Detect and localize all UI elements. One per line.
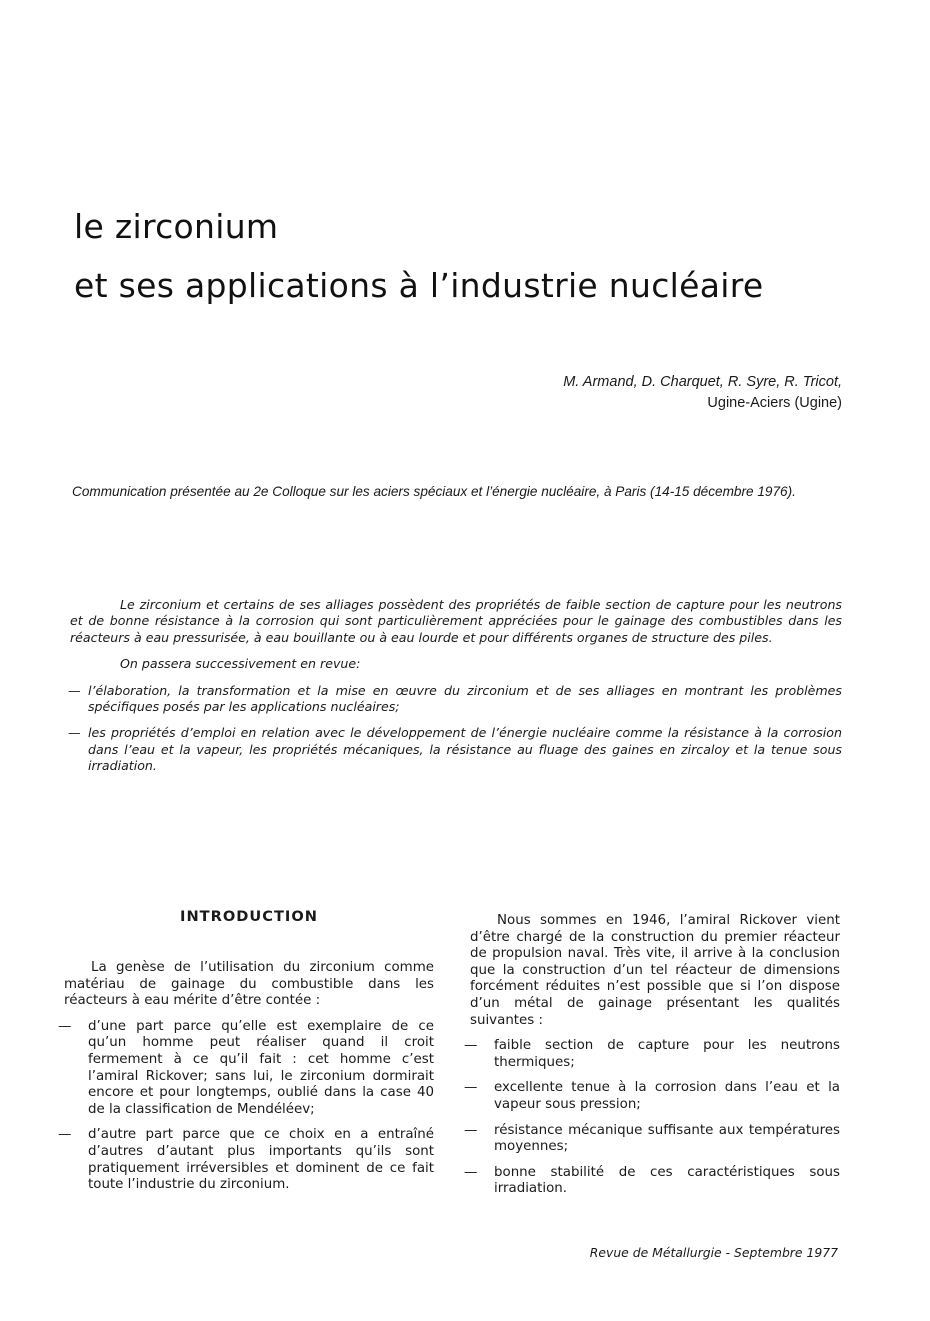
author-block <box>563 372 842 414</box>
introduction-heading: INTRODUCTION <box>180 908 318 925</box>
title-line-2: et ses applications à l’industrie nucléaire <box>74 266 764 305</box>
abstract-item <box>70 683 842 716</box>
right-item <box>464 1122 840 1156</box>
intro-item-text: d’autre part parce que ce choix en a entraîné d’autres d’autant plus importants qu’ils sont pratiquement irréversibles et dominent de ce fait toute l’industrie du zirconium. <box>88 1127 434 1193</box>
title-line-1: le zirconium <box>74 207 279 246</box>
right-item <box>464 1080 840 1113</box>
journal-footer: Revue de Métallurgie - Septembre 1977 <box>589 1245 838 1260</box>
communication-note: Communication présentée au 2e Colloque sur les aciers spéciaux et l’énergie nucléaire, à Paris (14-15 décembre 1976). <box>72 484 796 499</box>
dash-marker: — <box>464 1164 478 1180</box>
right-item-text: résistance mécanique suffisante aux températures moyennes; <box>494 1122 840 1155</box>
right-column <box>464 913 840 1198</box>
author-names: M. Armand, D. Charquet, R. Syre, R. Tricot, <box>563 374 842 390</box>
right-paragraph: Nous sommes en 1946, l’amiral Rickover vient d’être chargé de la construction du premier réacteur de propulsion naval. Très vite, il arrive à la conclusion que la construction d’un tel réacteur de dimensions forcément réduites n’est possible que si l’on dispose d’un métal de gainage présentant les qualités suivantes : <box>470 913 840 1028</box>
intro-paragraph: La genèse de l’utilisation du zirconium comme matériau de gainage du combustible dans les réacteurs à eau mérite d’être contée : <box>64 960 434 1009</box>
abstract <box>70 597 842 775</box>
author-affiliation: Ugine-Aciers (Ugine) <box>707 395 842 411</box>
abstract-paragraph: Le zirconium et certains de ses alliages possèdent des propriétés de faible section de capture pour les neutrons et de bonne résistance à la corrosion qui sont particulièrement appréciées pour le gainage des combustibles dans les réacteurs à eau pressurisée, à eau bouillante ou à eau lourde et pour différents organes de structure des piles. <box>70 597 842 645</box>
right-item-text: bonne stabilité de ces caractéristiques sous irradiation. <box>494 1164 840 1197</box>
dash-marker: — <box>464 1080 478 1096</box>
right-item <box>464 1164 840 1198</box>
dash-marker: — <box>464 1122 478 1138</box>
dash-marker: — <box>68 682 81 698</box>
abstract-lead: On passera successivement en revue: <box>120 656 361 672</box>
dash-marker: — <box>58 1127 72 1143</box>
left-column <box>58 960 434 1194</box>
intro-item <box>58 1018 434 1119</box>
right-item-text: faible section de capture pour les neutrons thermiques; <box>494 1038 840 1070</box>
abstract-item-text: les propriétés d’emploi en relation avec le développement de l’énergie nucléaire comme la résistance à la corrosion dans l’eau et la vapeur, les propriétés mécaniques, la résistance au fluage des gaines en zircaloy et la tenue sous irradiation. <box>88 725 842 774</box>
abstract-item <box>70 725 842 774</box>
dash-marker: — <box>58 1018 72 1034</box>
abstract-item-text: l’élaboration, la transformation et la mise en œuvre du zirconium et de ses alliages en montrant les problèmes spécifiques posés par les applications nucléaires; <box>88 682 842 715</box>
right-item <box>464 1038 840 1071</box>
dash-marker: — <box>464 1038 478 1054</box>
dash-marker: — <box>68 725 81 741</box>
right-item-text: excellente tenue à la corrosion dans l’eau et la vapeur sous pression; <box>494 1080 840 1112</box>
intro-item <box>58 1127 434 1193</box>
intro-item-text: d’une part parce qu’elle est exemplaire de ce qu’un homme peut réaliser quand il croit fermement à ce qu’il fait : cet homme c’est l’amiral Rickover; sans lui, le zirconium dormirait encore et pour longtemps, oublié dans la case 40 de la classification de Mendéléev; <box>88 1018 434 1117</box>
